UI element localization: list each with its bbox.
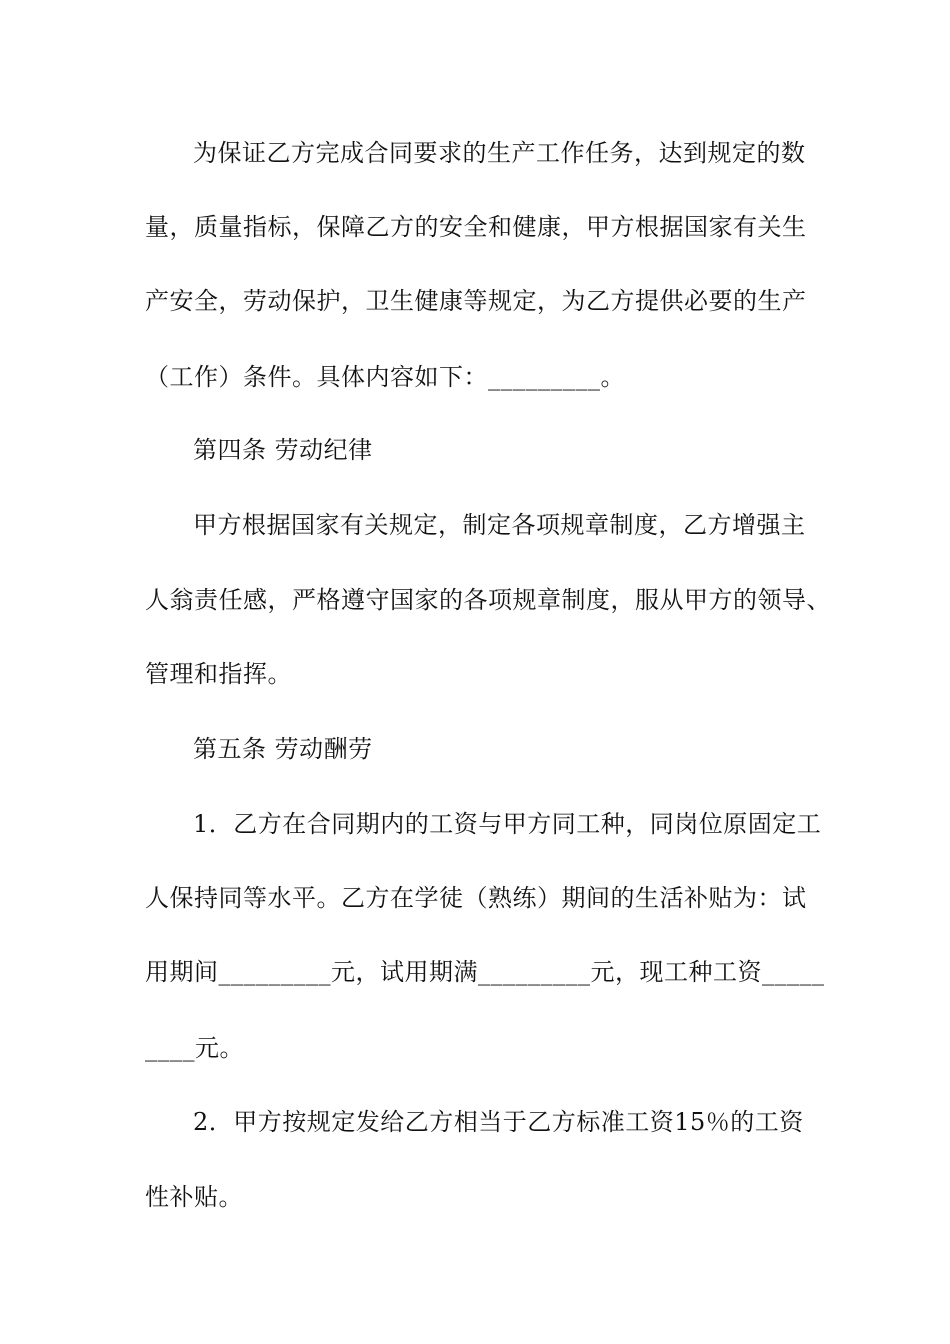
paragraph-line: 1．乙方在合同期内的工资与甲方同工种，同岗位原固定工 [193, 810, 822, 838]
paragraph-line: 为保证乙方完成合同要求的生产工作任务，达到规定的数 [193, 139, 806, 167]
paragraph-line: （工作）条件。具体内容如下：_________。 [145, 363, 625, 391]
paragraph-line: 用期间_________元，试用期满_________元，现工种工资_____ [145, 958, 825, 986]
paragraph-line: 人翁责任感，严格遵守国家的各项规章制度，服从甲方的领导、 [145, 586, 831, 614]
paragraph-line: 人保持同等水平。乙方在学徒（熟练）期间的生活补贴为：试 [145, 884, 807, 912]
paragraph-line: 管理和指挥。 [145, 660, 292, 688]
section-heading-article-5: 第五条 劳动酬劳 [193, 735, 373, 763]
paragraph-line: 产安全，劳动保护，卫生健康等规定，为乙方提供必要的生产 [145, 287, 807, 315]
paragraph-line: 甲方根据国家有关规定，制定各项规章制度，乙方增强主 [193, 511, 806, 539]
paragraph-line: ____元。 [145, 1034, 244, 1062]
paragraph-line: 性补贴。 [145, 1183, 243, 1211]
paragraph-line: 量，质量指标，保障乙方的安全和健康，甲方根据国家有关生 [145, 213, 807, 241]
section-heading-article-4: 第四条 劳动纪律 [193, 436, 373, 464]
paragraph-line: 2．甲方按规定发给乙方相当于乙方标准工资15％的工资 [193, 1108, 804, 1136]
